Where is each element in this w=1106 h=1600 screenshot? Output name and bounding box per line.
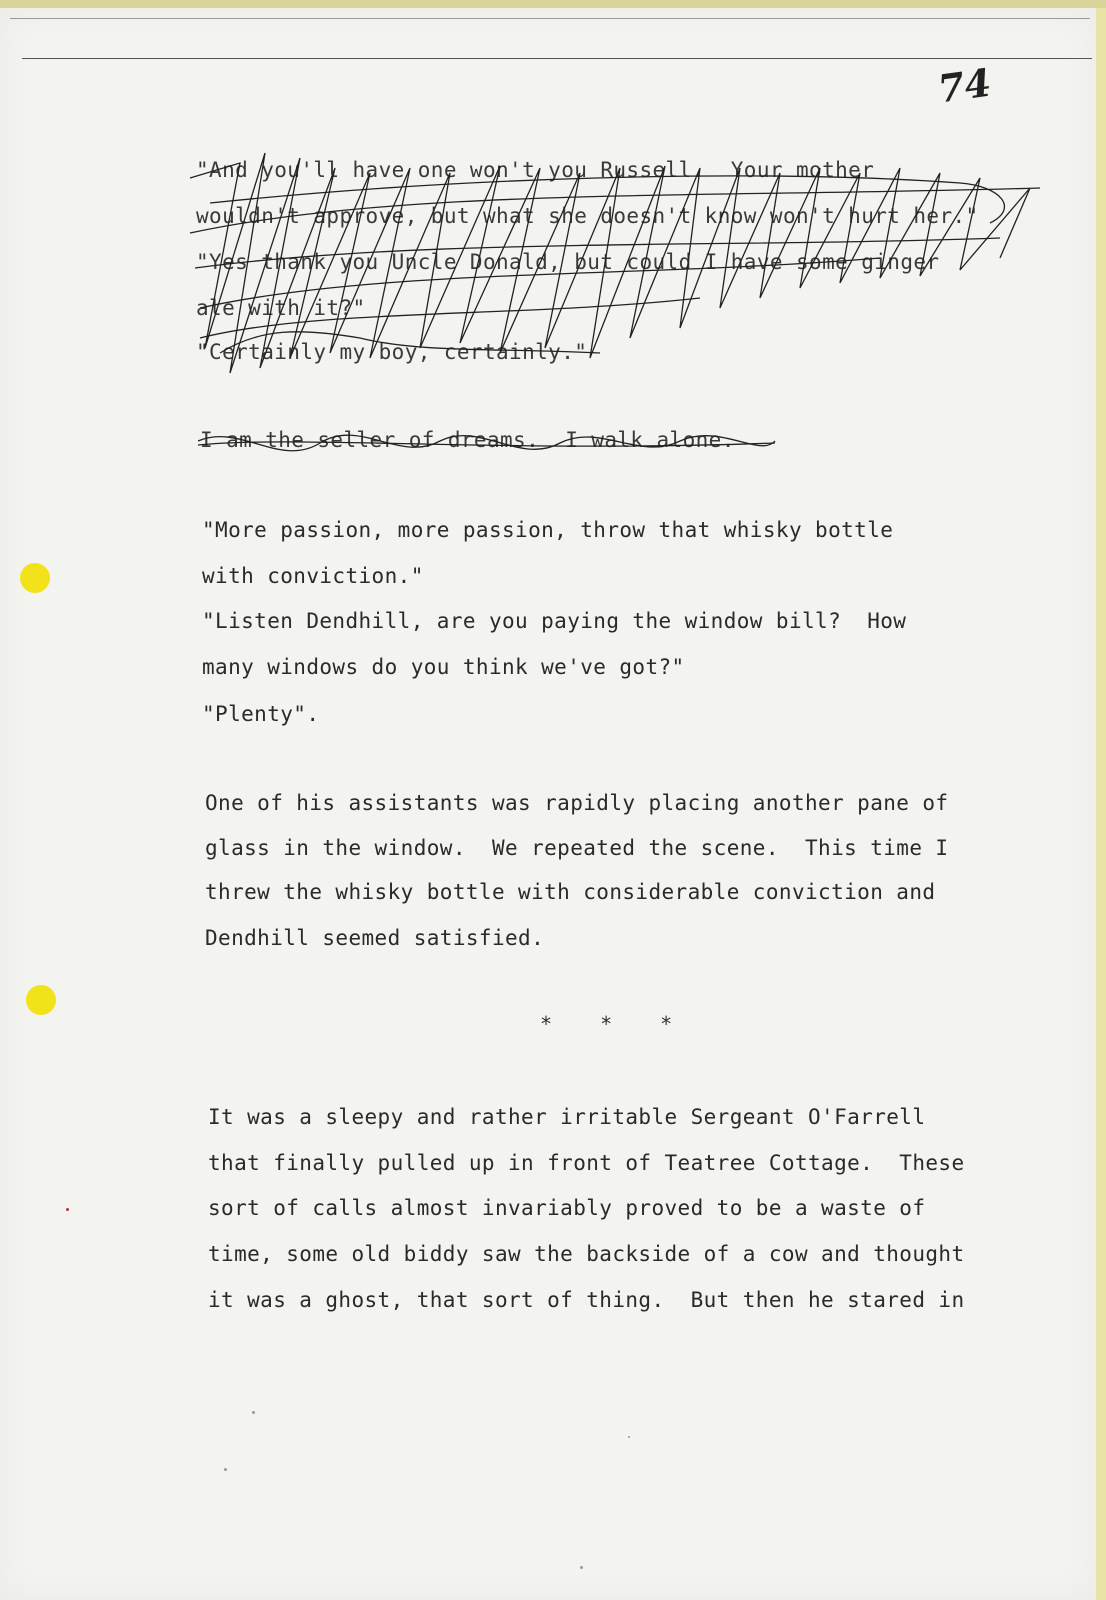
paper-speck: [66, 1208, 69, 1211]
struck-line-1: "And you'll have one won't you Russell. Your mother: [196, 158, 875, 182]
paper-speck: [224, 1468, 227, 1471]
struck-line-6: I am the seller of dreams. I walk alone.: [200, 428, 735, 452]
paragraph-two-line-3: sort of calls almost invariably proved to be a waste of: [208, 1196, 926, 1220]
paragraph-one-line-3: threw the whisky bottle with considerable conviction and: [205, 880, 936, 904]
paragraph-one-line-1: One of his assistants was rapidly placing another pane of: [205, 791, 949, 815]
page-top-edge: [0, 0, 1106, 8]
dialogue-line-5: "Plenty".: [202, 702, 320, 726]
paragraph-one-line-2: glass in the window. We repeated the scene. This time I: [205, 836, 949, 860]
struck-line-5: "Certainly my boy, certainly.": [196, 340, 588, 364]
paragraph-two-line-4: time, some old biddy saw the backside of a cow and thought: [208, 1242, 965, 1266]
struck-line-2: wouldn't approve, but what she doesn't know won't hurt her.": [196, 204, 979, 228]
header-rule: [22, 58, 1092, 59]
binder-hole-top: [20, 563, 50, 593]
top-rule: [10, 18, 1090, 19]
section-separator: * * *: [540, 1012, 691, 1036]
struck-line-4: ale with it?": [196, 296, 366, 320]
paper-speck: [628, 1436, 630, 1438]
dialogue-line-2: with conviction.": [202, 564, 424, 588]
paragraph-two-line-1: It was a sleepy and rather irritable Sergeant O'Farrell: [208, 1105, 926, 1129]
scribble-over-struck-line: [0, 413, 1096, 493]
handwritten-page-number: 74: [935, 59, 994, 112]
paper-speck: [252, 1411, 255, 1414]
paper-speck: [580, 1566, 583, 1569]
paragraph-one-line-4: Dendhill seemed satisfied.: [205, 926, 545, 950]
paragraph-two-line-5: it was a ghost, that sort of thing. But then he stared in: [208, 1288, 965, 1312]
struck-line-3: "Yes thank you Uncle Donald, but could I have some ginger: [196, 250, 940, 274]
dialogue-line-1: "More passion, more passion, throw that whisky bottle: [202, 518, 894, 542]
binder-hole-bottom: [26, 985, 56, 1015]
dialogue-line-3: "Listen Dendhill, are you paying the window bill? How: [202, 609, 907, 633]
dialogue-line-4: many windows do you think we've got?": [202, 655, 685, 679]
typewritten-page: [0, 8, 1096, 1600]
paragraph-two-line-2: that finally pulled up in front of Teatree Cottage. These: [208, 1151, 965, 1175]
